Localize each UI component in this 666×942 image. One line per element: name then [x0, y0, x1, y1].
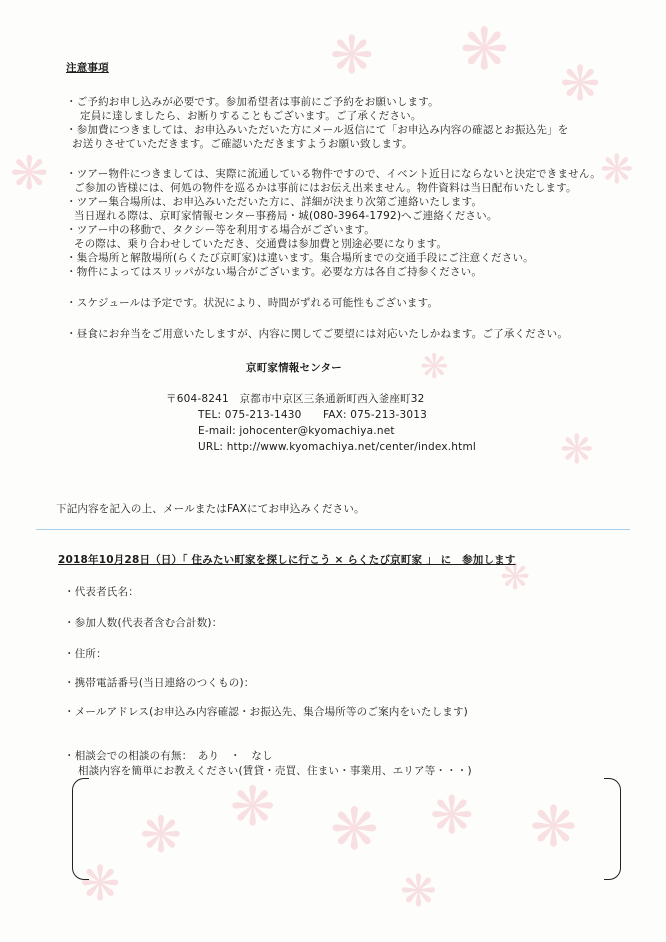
contact-address: 〒604-8241 京都市中京区三条通新町西入釜座町32 — [166, 393, 425, 405]
form-field-address[interactable]: ・住所： — [64, 648, 107, 660]
maple-leaf-icon: ❋ — [560, 56, 601, 112]
notice-line: 定員に達しましたら、お断りすることもございます。ご了承ください。 — [80, 110, 422, 122]
form-field-participant-count[interactable]: ・参加人数(代表者含む合計数)： — [64, 617, 223, 629]
form-title: 2018年10月28日（日）「 住みたい町家を探しに行こう × らくたび京町家 」 に 参加します — [58, 554, 516, 566]
maple-leaf-icon: ❋ — [560, 427, 594, 473]
contact-email[interactable]: E-mail: johocenter@kyomachiya.net — [198, 425, 395, 437]
maple-leaf-icon: ❋ — [140, 806, 182, 864]
notice-heading: 注意事項 — [66, 62, 109, 74]
notice-line: ・スケジュールは予定です。状況により、時間がずれる可能性もございます。 — [66, 297, 439, 309]
form-field-mobile-phone[interactable]: ・携帯電話番号(当日連絡のつくもの)： — [64, 677, 255, 689]
maple-leaf-icon: ❋ — [430, 786, 474, 846]
maple-leaf-icon: ❋ — [330, 795, 379, 863]
form-consult-detail-label: 相談内容を簡単にお教えください(賃貸・売買、住まい・事業用、エリア等・・・) — [78, 765, 472, 777]
maple-leaf-icon: ❋ — [460, 15, 509, 83]
notice-line: 当日遅れる際は、京町家情報センター事務局・城(080-3964-1792)へご連絡ください。 — [74, 210, 498, 222]
maple-leaf-icon: ❋ — [530, 795, 577, 860]
consult-box-right-bracket — [604, 778, 621, 880]
notice-line: ・昼食にお弁当をご用意いたしますが、内容に関してご要望には対応いたしかねます。ご了承ください。 — [66, 328, 569, 340]
notice-line: お送りさせていただきます。ご確認いただきますようお願い致します。 — [72, 138, 413, 150]
contact-tel-fax: TEL: 075-213-1430 FAX: 075-213-3013 — [198, 409, 428, 421]
notice-line: ・集合場所と解散場所(らくたび京町家)は違います。集合場所までの交通手段にご注意ください。 — [66, 252, 534, 264]
maple-leaf-icon: ❋ — [500, 557, 531, 598]
maple-leaf-icon: ❋ — [420, 347, 449, 387]
notice-line: ・物件によってはスリッパがない場合がございます。必要な方は各自ご持参ください。 — [66, 266, 483, 278]
maple-leaf-icon: ❋ — [600, 147, 634, 193]
maple-leaf-icon: ❋ — [330, 26, 374, 86]
notice-line: その際は、乗り合わせしていただき、交通費は参加費と別途必要になります。 — [74, 238, 448, 250]
consult-box-left-bracket — [72, 778, 89, 880]
maple-leaf-icon: ❋ — [400, 866, 437, 917]
notice-line: ・ツアー集合場所は、お申込みいただいた方に、詳細が決まり次第ご連絡いたします。 — [66, 196, 483, 208]
notice-line: ・ツアー中の移動で、タクシー等を利用する場合がございます。 — [66, 224, 375, 236]
notice-line: ・参加費につきましては、お申込みいただいた方にメール返信にて「お申込み内容の確認とお振込先」を — [66, 124, 569, 136]
maple-leaf-icon: ❋ — [10, 146, 49, 200]
notice-line: ・ご予約お申し込みが必要です。参加希望者は事前にご予約をお願いします。 — [66, 96, 439, 108]
section-divider — [36, 529, 630, 530]
contact-org-name: 京町家情報センター — [246, 362, 342, 374]
form-field-representative-name[interactable]: ・代表者氏名： — [64, 586, 139, 598]
notice-line: ・ツアー物件につきましては、実際に流通している物件ですので、イベント近日にならないと決定できません。 — [66, 168, 601, 180]
form-consult-question[interactable]: ・相談会での相談の有無： あり ・ なし — [64, 750, 273, 762]
form-field-email[interactable]: ・メールアドレス(お申込み内容確認・お振込先、集合場所等のご案内をいたします) — [64, 706, 468, 718]
maple-leaf-icon: ❋ — [80, 856, 121, 912]
maple-leaf-icon: ❋ — [230, 775, 276, 838]
notice-line: ご参加の皆様には、何処の物件を巡るかは事前にはお伝え出来ません。物件資料は当日配布いたします。 — [74, 182, 577, 194]
contact-url[interactable]: URL: http://www.kyomachiya.net/center/index.html — [198, 441, 477, 453]
application-instruction: 下記内容を記入の上、メールまたはFAXにてお申込みください。 — [56, 503, 365, 515]
